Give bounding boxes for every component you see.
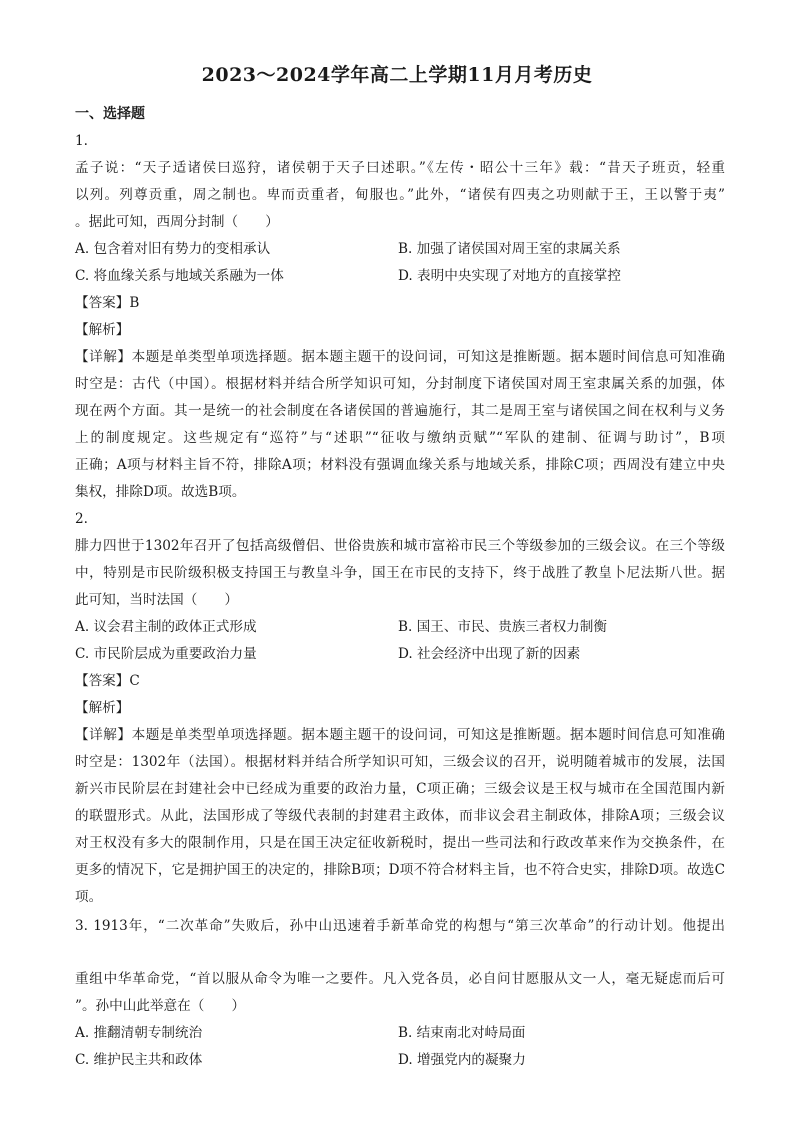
question-1-stem-line: 。据此可知，西周分封制（ ） [75, 214, 279, 230]
section-heading: 一、选择题 [75, 106, 145, 122]
question-2-analysis-label: 【解析】 [75, 700, 130, 716]
page-title: 2023～2024学年高二上学期11月月考历史 [201, 64, 593, 86]
question-2-option-a: A. 议会君主制的政体正式形成 [75, 619, 257, 635]
question-2-detail-line: 时空是：1302年（法国）。根据材料并结合所学知识可知，三级会议的召开，说明随着城市的发展，法国 [75, 754, 725, 770]
question-3-option-d: D. 增强党内的凝聚力 [398, 1052, 526, 1068]
question-2-stem-line: 中，特别是市民阶级积极支持国王与教皇斗争，国王在市民的支持下，终于战胜了教皇卜尼法斯八世。据 [75, 565, 725, 581]
question-1-stem-line: 孟子说：“天子适诸侯曰巡狩，诸侯朝于天子曰述职。”《左传・昭公十三年》载：“昔天子班贡，轻重 [75, 160, 725, 176]
question-2-detail-line: 项。 [75, 889, 103, 905]
question-1-detail-line: 时空是：古代（中国）。根据材料并结合所学知识可知，分封制度下诸侯国对周王室隶属关系的加强，体 [75, 376, 725, 392]
detail-label: 【详解】 [75, 349, 132, 365]
detail-text: 本题是单类型单项选择题。据本题主题干的设问词，可知这是推断题。据本题时间信息可知准确 [131, 727, 726, 743]
question-1-analysis-label: 【解析】 [75, 322, 130, 338]
detail-text: 本题是单类型单项选择题。据本题主题干的设问词，可知这是推断题。据本题时间信息可知准确 [131, 349, 726, 365]
question-2-detail-line: 更多的情况下，它是拥护国王的决定的，排除B项；D项不符合材料主旨，也不符合史实，排除D项。故选C [75, 862, 725, 878]
question-2-detail-line [75, 726, 725, 744]
question-1-detail-line: 集权，排除D项。故选B项。 [75, 484, 246, 500]
question-3-stem-line: ”。孙中山此举意在（ ） [75, 998, 246, 1014]
question-1-detail-line: 上的制度规定。这些规定有“巡符”与“述职”“征收与缴纳贡赋”“军队的建制、征调与助讨”，B项 [75, 430, 725, 446]
question-1-detail-line [75, 348, 725, 366]
question-2-option-c: C. 市民阶层成为重要政治力量 [75, 646, 257, 662]
detail-label: 【详解】 [75, 727, 132, 743]
question-1-option-b: B. 加强了诸侯国对周王室的隶属关系 [398, 241, 621, 257]
question-1-option-a: A. 包含着对旧有势力的变相承认 [75, 241, 271, 257]
question-1-stem-line: 以列。列尊贡重，周之制也。卑而贡重者，甸服也。”此外，“诸侯有四夷之功则献于王，王以警于夷” [75, 187, 725, 203]
question-1-answer: 【答案】B [75, 295, 140, 311]
question-1-detail-line: 正确；A项与材料主旨不符，排除A项；材料没有强调血缘关系与地域关系，排除C项；西周没有建立中央 [75, 457, 725, 473]
question-2-detail-line: 对王权没有多大的限制作用，只是在国王决定征收新税时，提出一些司法和行政改革来作为交换条件，在 [75, 835, 725, 851]
question-1-detail-line: 现在两个方面。其一是统一的社会制度在各诸侯国的普遍施行，其二是周王室与诸侯国之间在权利与义务 [75, 403, 725, 419]
question-3-option-b: B. 结束南北对峙局面 [398, 1025, 526, 1041]
question-3-stem-line: 重组中华革命党，“首以服从命令为唯一之要件。凡入党各员，必自问甘愿服从文一人，毫无疑虑而后可 [75, 971, 725, 987]
question-2-option-d: D. 社会经济中出现了新的因素 [398, 646, 581, 662]
question-3-option-a: A. 推翻清朝专制统治 [75, 1025, 203, 1041]
question-1-number: 1. [75, 133, 88, 149]
question-1-option-d: D. 表明中央实现了对地方的直接掌控 [398, 268, 621, 284]
question-2-detail-line: 的联盟形式。从此，法国形成了等级代表制的封建君主政体，而非议会君主制政体，排除A项；三级会议 [75, 808, 725, 824]
question-3-option-c: C. 维护民主共和政体 [75, 1052, 203, 1068]
question-2-stem-line: 此可知，当时法国（ ） [75, 592, 239, 608]
question-3-stem-line: 3. 1913年，“二次革命”失败后，孙中山迅速着手新革命党的构想与“第三次革命”的行动计划。他提出 [75, 918, 725, 934]
question-2-number: 2. [75, 511, 88, 527]
question-2-answer: 【答案】C [75, 673, 140, 689]
question-2-detail-line: 新兴市民阶层在封建社会中已经成为重要的政治力量，C项正确；三级会议是王权与城市在全国范围内新 [75, 781, 725, 797]
question-1-option-c: C. 将血缘关系与地域关系融为一体 [75, 268, 284, 284]
question-2-stem-line: 腓力四世于1302年召开了包括高级僧侣、世俗贵族和城市富裕市民三个等级参加的三级会议。在三个等级 [75, 538, 725, 554]
question-2-option-b: B. 国王、市民、贵族三者权力制衡 [398, 619, 607, 635]
